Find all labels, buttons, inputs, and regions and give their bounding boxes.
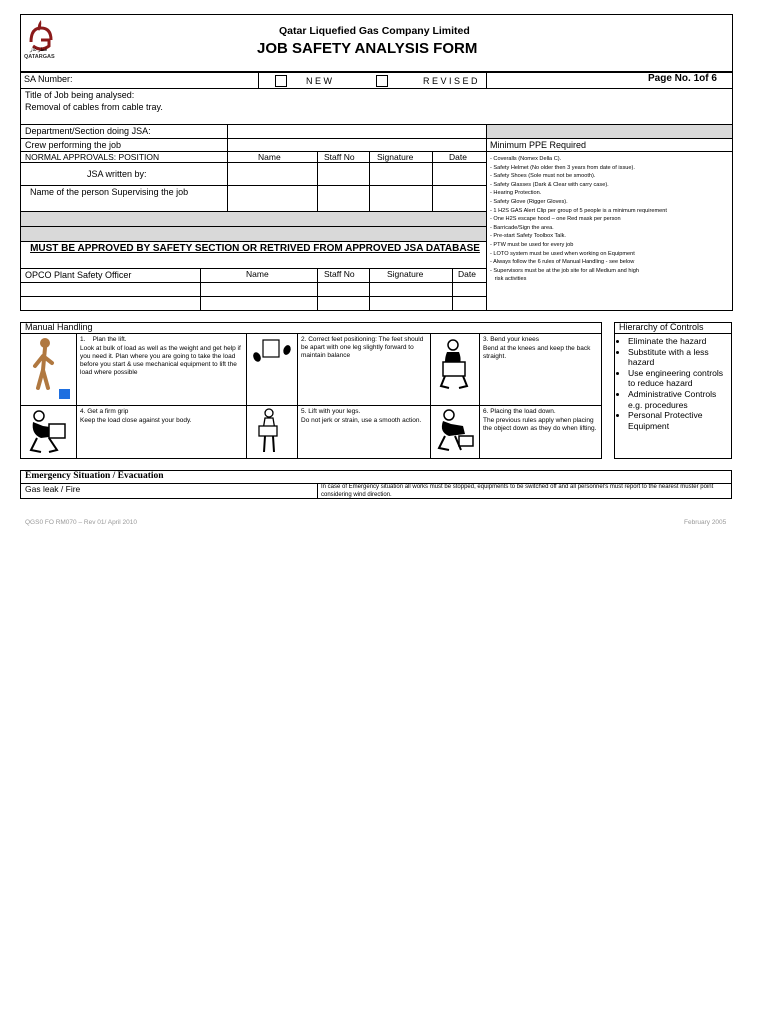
ppe-item: risk activities: [490, 276, 527, 283]
job-title-value[interactable]: Removal of cables from cable tray.: [25, 102, 163, 112]
step3-title: 3. Bend your knees: [483, 336, 540, 343]
qatargas-logo: [23, 18, 59, 62]
supervisor-date-input[interactable]: [433, 186, 486, 211]
company-name: Qatar Liquefied Gas Company Limited: [279, 25, 470, 37]
opco-entry-row-2[interactable]: [21, 297, 486, 310]
emergency-item-text: In case of Emergency situation all works must be stopped, equipments to be switched off and all personnel's must report to the nearest muster point considering wind direction.: [321, 484, 714, 498]
opco-name-header: Name: [246, 269, 269, 279]
footer-right: February 2005: [684, 519, 727, 526]
approvals-name-header: Name: [258, 152, 281, 162]
step6-text: The previous rules apply when placing the object down as they do when lifting.: [483, 417, 597, 432]
ppe-item: - Pre-start Safety Toolbox Talk.: [490, 233, 566, 240]
step3-text: Bend at the knees and keep the back straight.: [483, 345, 591, 360]
ppe-item: - 1 H2S GAS Alert Clip per group of 5 people is a minimum requirement: [490, 207, 667, 214]
hierarchy-list: [616, 336, 730, 431]
bend-knees-icon: [433, 336, 478, 402]
ppe-item: - PTW must be used for every job: [490, 241, 574, 248]
logo-text: QATARGAS: [24, 54, 55, 60]
feet-position-icon: [249, 336, 295, 402]
ppe-item: - Safety Glasses (Dark & Clear with carry case).: [490, 181, 609, 188]
written-by-signature-input[interactable]: [370, 163, 432, 185]
step5-text: Do not jerk or strain, use a smooth action.: [301, 417, 422, 424]
opco-entry-row-1[interactable]: [21, 283, 486, 296]
footer-left: QGS0 FO RM070 – Rev 01/ April 2010: [25, 519, 137, 526]
logo-arabic-text: قطر غاز: [30, 47, 48, 53]
grey-band-1: [21, 212, 486, 226]
hierarchy-item: • Administrative Controls e.g. procedures: [628, 389, 730, 410]
department-label: Department/Section doing JSA:: [25, 126, 151, 136]
supervisor-staff-input[interactable]: [318, 186, 369, 211]
grey-band-2: [21, 227, 486, 241]
ppe-item: - Safety Shoes (Sole must not be smooth).: [490, 173, 596, 180]
hierarchy-item: • Substitute with a less hazard: [628, 347, 730, 368]
approvals-position-header: NORMAL APPROVALS: POSITION: [25, 152, 160, 162]
approvals-date-header: Date: [449, 152, 467, 162]
form-title: JOB SAFETY ANALYSIS FORM: [257, 40, 478, 57]
emergency-item-label: Gas leak / Fire: [25, 484, 81, 494]
written-by-staff-input[interactable]: [318, 163, 369, 185]
step6-title: 6. Placing the load down.: [483, 408, 556, 415]
revised-label: R E V I S E D: [423, 76, 478, 86]
hierarchy-heading: Hierarchy of Controls: [619, 322, 704, 332]
approvals-staff-header: Staff No: [324, 152, 355, 162]
step1-title: 1. Plan the lift.: [80, 336, 127, 343]
ppe-item: - One H2S escape hood – one Red mask per person: [490, 216, 621, 223]
ppe-item: - Hearing Protection.: [490, 190, 542, 197]
placing-load-icon: [433, 408, 478, 456]
new-checkbox[interactable]: [275, 75, 287, 87]
ppe-item: - Barricade/Sign the area.: [490, 224, 554, 231]
emergency-heading: Emergency Situation / Evacuation: [25, 471, 164, 481]
hierarchy-item: • Eliminate the hazard: [628, 336, 730, 347]
revised-checkbox[interactable]: [376, 75, 388, 87]
hierarchy-item: • Use engineering controls to reduce hazard: [628, 368, 730, 389]
step5-title: 5. Lift with your legs.: [301, 408, 361, 415]
ppe-item: - Supervisors must be at the job site for all Medium and high: [490, 267, 639, 274]
step1-text: Look at bulk of load as well as the weight and get help if you need it. Plan where you are going to take the load before you start & use mechanical equipment to lift the load where possible: [80, 345, 241, 376]
lift-legs-icon: [249, 408, 295, 456]
opco-label: OPCO Plant Safety Officer: [25, 270, 132, 280]
firm-grip-icon: [23, 408, 73, 456]
approvals-signature-header: Signature: [377, 152, 414, 162]
jsa-written-by-label: JSA written by:: [87, 169, 147, 179]
written-by-date-input[interactable]: [433, 163, 486, 185]
written-by-name-input[interactable]: [228, 163, 317, 185]
hierarchy-item: • Personal Protective Equipment: [628, 410, 730, 431]
ppe-item: - LOTO system must be used when working on Equipment: [490, 250, 635, 257]
supervisor-label: Name of the person Supervising the job: [30, 187, 189, 197]
step4-text: Keep the load close against your body.: [80, 417, 192, 424]
new-label: N E W: [306, 76, 332, 86]
supervisor-signature-input[interactable]: [370, 186, 432, 211]
manual-handling-heading: Manual Handling: [25, 322, 93, 332]
crew-label: Crew performing the job: [25, 140, 122, 150]
ppe-item: - Safety Glove (Rigger Gloves).: [490, 198, 568, 205]
ppe-item: - Always follow the 6 rules of Manual Handling - see below: [490, 259, 635, 266]
opco-signature-header: Signature: [387, 269, 424, 279]
wooden-mannequin-icon: [28, 336, 74, 402]
step4-title: 4. Get a firm grip: [80, 408, 129, 415]
ppe-item: - Safety Helmet (No older then 3 years from date of issue).: [490, 164, 635, 171]
opco-date-header: Date: [458, 269, 476, 279]
ppe-item: - Coveralls (Nomex Della C).: [490, 156, 562, 162]
department-input[interactable]: [228, 125, 486, 138]
ppe-list: [490, 155, 730, 284]
ppe-heading: Minimum PPE Required: [490, 140, 587, 150]
crew-input[interactable]: [228, 139, 486, 151]
sa-number-label: SA Number:: [24, 74, 73, 84]
grey-band-department: [487, 125, 732, 138]
opco-staff-header: Staff No: [324, 269, 355, 279]
page-number: Page No. 1of 6: [648, 73, 717, 84]
supervisor-name-input[interactable]: [228, 186, 317, 211]
must-approve-notice: MUST BE APPROVED BY SAFETY SECTION OR RETRIVED FROM APPROVED JSA DATABASE: [30, 243, 480, 254]
step2-text: 2. Correct feet positioning: The feet should be apart with one leg slightly forward to maintain balance: [301, 336, 424, 359]
job-title-label: Title of Job being analysed:: [25, 90, 135, 100]
